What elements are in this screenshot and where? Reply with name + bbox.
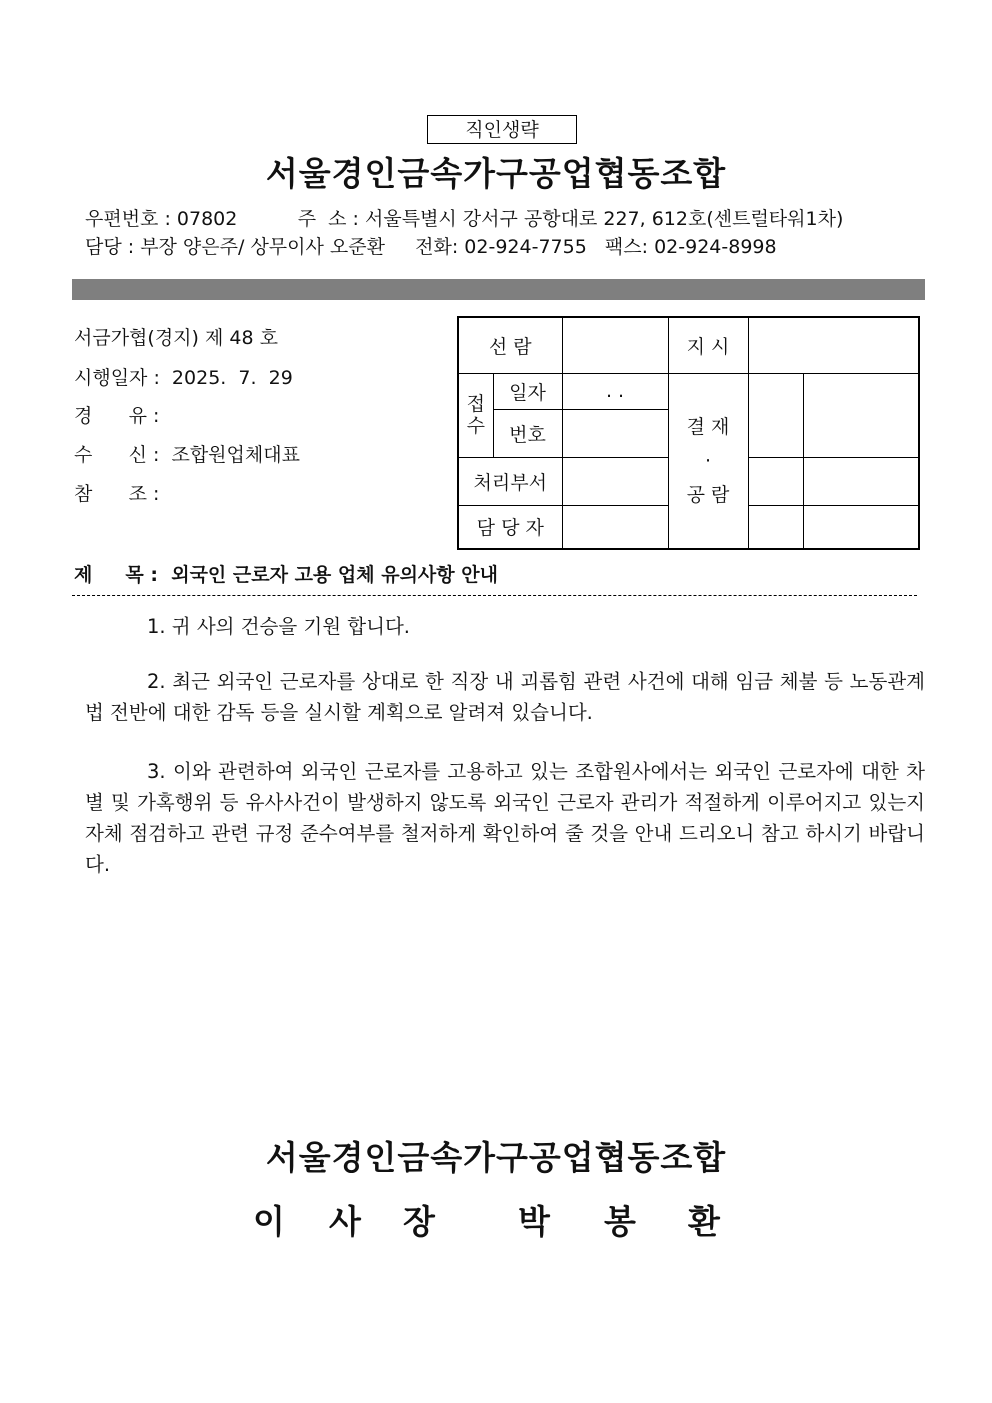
contact-line: 담당 : 부장 양은주/ 상무이사 오준환 전화: 02-924-7755 팩스: 02-924-8998 [85,236,777,258]
approval-label [668,373,748,549]
paragraph-3-text: 3. 이와 관련하여 외국인 근로자를 고용하고 있는 조합원사에서는 외국인 근로자에 대한 차별 및 가혹행위 등 유사사건이 발생하지 않도록 외국인 근로자 관리가 적절하게 이루어지고 있는지 자체 점검하고 관련 규정 준수여부를 철저하게 확인하여 줄 것을 안내 드리오니 참고 하시기 바랍니다. [85,760,925,876]
title-char-2: 사 [329,1202,361,1241]
body-paragraph-1 [85,611,925,642]
handling-dept-label: 처리부서 [458,457,562,505]
seonram-label: 선 람 [458,317,562,373]
gyeoljae-text: 결 재 [686,415,730,438]
name-char-3: 환 [688,1202,720,1241]
name-char-1: 박 [518,1202,550,1241]
issue-date: 시행일자 : 2025. 7. 29 [74,367,293,389]
jisi-label: 지 시 [668,317,748,373]
receipt-number-label: 번호 [493,409,562,457]
approval-cell-a1 [748,373,803,457]
dashed-divider [72,595,917,596]
approval-cell-b1 [803,373,919,457]
receipt-date-label: 일자 [493,373,562,409]
approval-cell-a2 [748,457,803,505]
approval-cell-b3 [803,505,919,549]
subject-line: 제 목 : 외국인 근로자 고용 업체 유의사항 안내 [74,564,498,586]
title-char-1: 이 [253,1202,285,1241]
seonram-cell [562,317,668,373]
middle-dot: · [704,449,712,472]
title-char-3: 장 [403,1202,435,1241]
gongram-text: 공 람 [686,483,730,506]
receipt-date-value: . . [562,373,668,409]
name-char-2: 봉 [604,1202,636,1241]
header-divider-bar [72,279,925,300]
seal-omitted-label: 직인생략 [427,115,577,144]
body-paragraph-3 [85,756,925,880]
footer-organization: 서울경인금속가구공업협동조합 [265,1138,727,1177]
person-in-charge-label: 담 당 자 [458,505,562,549]
handling-dept-cell [562,457,668,505]
organization-title: 서울경인금속가구공업협동조합 [265,154,727,193]
paragraph-2-text: 2. 최근 외국인 근로자를 상대로 한 직장 내 괴롭힘 관련 사건에 대해 임금 체불 등 노동관계법 전반에 대한 감독 등을 실시할 계획으로 알려져 있습니다. [85,670,925,724]
approval-cell-b2 [803,457,919,505]
approval-table [457,316,920,550]
reference-field: 참 조 : [74,483,160,505]
person-in-charge-cell [562,505,668,549]
jeopsu-label [458,373,493,457]
jisi-cell [748,317,919,373]
approval-cell-a3 [748,505,803,549]
address-line: 우편번호 : 07802 주 소 : 서울특별시 강서구 공항대로 227, 612호(센트럴타워1차) [85,208,844,230]
body-paragraph-2 [85,666,925,728]
document-number: 서금가협(경지) 제 48 호 [74,327,278,349]
receipt-number-cell [562,409,668,457]
paragraph-1-text: 1. 귀 사의 건승을 기원 합니다. [147,615,411,638]
via-field: 경 유 : [74,405,160,427]
jeopsu-char-2: 수 [466,415,485,437]
jeopsu-char-1: 접 [466,393,485,415]
recipient-field: 수 신 : 조합원업체대표 [74,444,300,466]
